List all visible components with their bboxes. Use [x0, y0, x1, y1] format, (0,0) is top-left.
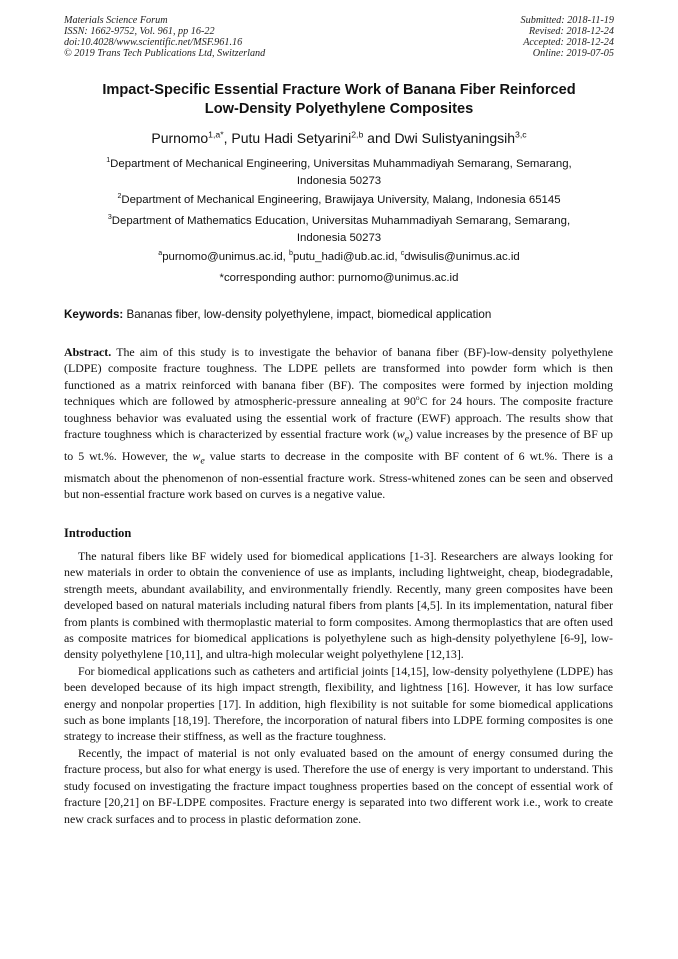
email-b: putu_hadi@ub.ac.id,	[292, 251, 401, 263]
abstract-text-4: value starts to decrease in the composite with BF content of 6 wt.%. There is a mismatch about the phenomenon of non-essential fracture work. Stress-whitened zones can be seen and observed but non-essential fracture work based on curves is a negative value.	[64, 448, 613, 501]
author-separator-1: ,	[223, 130, 232, 146]
journal-header-right	[521, 15, 614, 59]
affiliation-3-line-2: Indonesia 50273	[296, 231, 382, 244]
section-heading-introduction: Introduction	[64, 526, 132, 540]
author-2-name: Putu Hadi Setyarini	[231, 130, 352, 146]
author-list	[40, 129, 638, 147]
author-3-sup: 3,c	[515, 129, 527, 140]
accepted-date: Accepted: 2018-12-24	[523, 37, 614, 48]
we-subscript-1: e	[404, 433, 410, 445]
email-a: purnomo@unimus.ac.id,	[162, 251, 290, 263]
affiliation-3-text: Department of Mathematics Education, Universitas Muhammadiyah Semarang, Semarang,	[111, 215, 571, 227]
online-date: Online: 2019-07-05	[532, 48, 614, 59]
keywords-label: Keywords:	[64, 308, 124, 321]
affiliation-2-text: Department of Mechanical Engineering, Brawijaya University, Malang, Indonesia 65145	[121, 194, 561, 206]
affiliation-3	[60, 213, 618, 246]
email-a-sup: a	[158, 250, 163, 258]
keywords	[64, 307, 620, 323]
paragraph-2: For biomedical applications such as catheters and artificial joints [14,15], low-density polyethylene (LDPE) has been developed because of its high impact strength, flexibility, and lightness [16]. However, it has low surface energy and nonpolar properties [17]. In addition, high flexibility is not suitable for some biomedical applications such as bone implants [18,19]. Therefore, the incorporation of natural fibers into LDPE forming composites is one strategy to increase their stiffness, as well as the fracture toughness.	[64, 663, 613, 744]
we-subscript-2: e	[200, 455, 205, 467]
affiliation-1-sup: 1	[106, 157, 111, 165]
submitted-date: Submitted: 2018-11-19	[520, 15, 614, 26]
author-1-sup: 1,a*	[208, 129, 224, 140]
doi: doi:10.4028/www.scientific.net/MSF.961.16	[64, 37, 243, 48]
title-line-2: Low-Density Polyethylene Composites	[204, 101, 474, 117]
affiliation-1-line-2: Indonesia 50273	[296, 174, 382, 187]
author-1-name: Purnomo	[151, 130, 209, 146]
abstract-text-2: C for 24 hours. The composite fracture toughness behavior was evaluated using the essential work of fracture (EWF) approach. The results show that fracture toughness which is characterized by essential fracture work (	[64, 394, 614, 442]
abstract-text-3: ) value increases by the presence of BF up to 5 wt.%. However, the	[64, 427, 613, 463]
we-symbol-2: w	[192, 448, 201, 463]
author-emails	[60, 249, 618, 266]
we-symbol-1: w	[396, 427, 405, 442]
abstract-label: Abstract.	[64, 345, 112, 359]
email-b-sup: b	[289, 250, 293, 258]
journal-name: Materials Science Forum	[64, 15, 168, 26]
affiliation-2-sup: 2	[117, 193, 122, 201]
abstract	[64, 344, 613, 502]
journal-header-left	[64, 15, 265, 59]
affiliation-1-text: Department of Mechanical Engineering, Universitas Muhammadiyah Semarang, Semarang,	[110, 158, 572, 170]
affiliation-1	[60, 156, 618, 189]
corresponding-author	[60, 270, 618, 287]
issn-volume: ISSN: 1662-9752, Vol. 961, pp 16-22	[64, 26, 215, 37]
corresponding-author-text: *corresponding author: purnomo@unimus.ac.id	[219, 272, 459, 284]
introduction-body	[64, 548, 613, 827]
keywords-text: Bananas fiber, low-density polyethylene, impact, biomedical application	[123, 308, 492, 321]
degree-sup: o	[415, 393, 420, 403]
paragraph-3: Recently, the impact of material is not only evaluated based on the amount of energy consumed during the fracture process, but also for what energy is used. Therefore the use of energy is very important to understand. This study focused on investigating the fracture impact toughness properties based on the concept of essential work of fracture [20,21] on BF-LDPE composites. Fracture energy is separated into two different work i.e., work to create new crack surfaces and to process in plastic deformation zone.	[64, 745, 613, 826]
affiliation-2	[60, 192, 618, 209]
email-c-sup: c	[400, 250, 405, 258]
copyright: © 2019 Trans Tech Publications Ltd, Switzerland	[64, 48, 266, 59]
paragraph-1: The natural fibers like BF widely used for biomedical applications [1-3]. Researchers are always looking for new materials in order to obtain the convenience of use as implants, including lightweight, cheap, biodegradable, strength meets, abundant availability, and environmentally friendly. Recently, many green composites have been developed based on natural materials including natural fibers from plants [4,5]. In its implementation, natural fiber from plants is combined with thermoplastic material to form composites. Among thermoplastics that are often used as composite matrices for biomedical applications is polyethylene such as high-density polyethylene [6-9], low-density polyethylene [10,11], and ultra-high molecular weight polyethylene [12,13].	[64, 549, 613, 662]
author-3-name: Dwi Sulistyaningsih	[394, 130, 516, 146]
affiliation-3-sup: 3	[107, 214, 112, 222]
abstract-text-1: The aim of this study is to investigate the behavior of banana fiber (BF)-low-density polyethylene (LDPE) composite fracture toughness. The LDPE pellets are transformed into powder form which is then functioned as a matrix reinforced with banana fiber (BF). The composites were formed by injection molding techniques which are followed by atmospheric-pressure annealing at 90	[64, 345, 613, 409]
revised-date: Revised: 2018-12-24	[528, 26, 614, 37]
title-line-1: Impact-Specific Essential Fracture Work of Banana Fiber Reinforced	[102, 82, 576, 98]
author-separator-2: and	[363, 130, 395, 146]
paper-title	[60, 81, 618, 119]
email-c: dwisulis@unimus.ac.id	[404, 251, 520, 263]
author-2-sup: 2,b	[351, 129, 364, 140]
